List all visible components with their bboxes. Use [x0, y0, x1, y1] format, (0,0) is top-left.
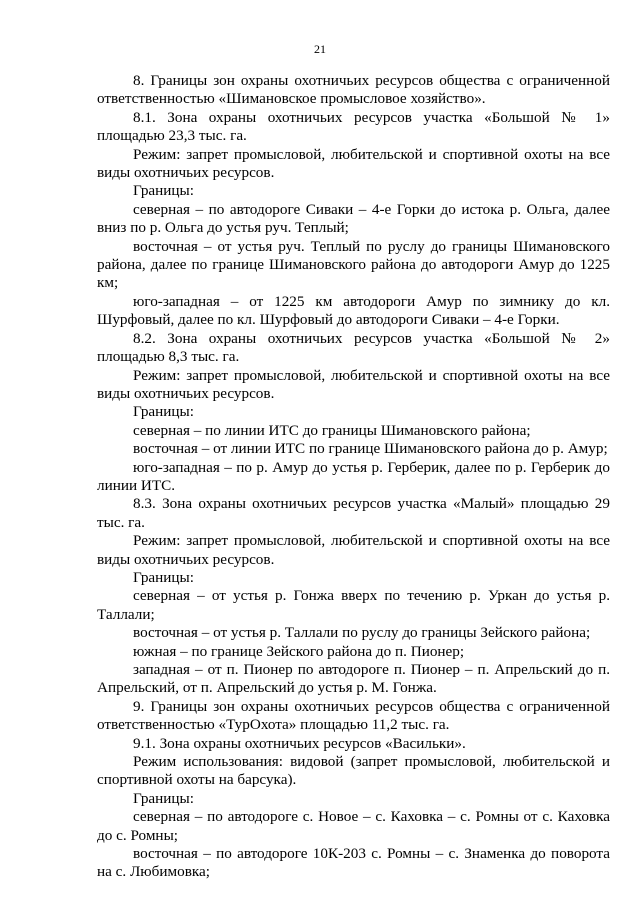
paragraph: Границы: — [133, 568, 194, 586]
paragraph: Границы: — [133, 789, 194, 807]
paragraph: северная – по автодороге Сиваки – 4-е Горки до истока р. Ольга, далее вниз по р. Ольга до устья руч. Теплый; — [97, 200, 610, 237]
paragraph: 9. Границы зон охраны охотничьих ресурсов общества с ограниченной ответственностью «ТурОхота» площадью 11,2 тыс. га. — [97, 697, 610, 734]
paragraph: восточная – от устья руч. Теплый по руслу до границы Шимановского района, далее по границе Шимановского района до автодороги Амур до 1225 км; — [97, 237, 610, 292]
paragraph: 8. Границы зон охраны охотничьих ресурсов общества с ограниченной ответственностью «Шимановское промысловое хозяйство». — [97, 72, 610, 108]
paragraph: восточная – от устья р. Таллали по руслу до границы Зейского района; — [133, 624, 591, 642]
paragraph: Режим: запрет промысловой, любительской и спортивной охоты на все виды охотничьих ресурсов. — [97, 532, 610, 568]
paragraph: 9.1. Зона охраны охотничьих ресурсов «Васильки». — [133, 734, 466, 752]
paragraph: 8.1. Зона охраны охотничьих ресурсов участка «Большой № 1» площадью 23,3 тыс. га. — [97, 108, 610, 145]
page-number: 21 — [314, 42, 326, 56]
document-body — [97, 72, 610, 882]
paragraph: северная – по автодороге с. Новое – с. Каховка – с. Ромны от с. Каховка до с. Ромны; — [97, 808, 610, 844]
paragraph: юго-западная – от 1225 км автодороги Амур по зимнику до кл. Шурфовый, далее по кл. Шурфовый до автодороги Сиваки – 4-е Горки. — [97, 292, 610, 329]
paragraph: восточная – от линии ИТС по границе Шимановского района до р. Амур; — [133, 440, 608, 458]
paragraph: Границы: — [133, 403, 194, 421]
paragraph: северная – от устья р. Гонжа вверх по течению р. Уркан до устья р. Таллали; — [97, 587, 610, 623]
paragraph: юго-западная – по р. Амур до устья р. Герберик, далее по р. Герберик до линии ИТС. — [97, 458, 610, 494]
paragraph: Режим: запрет промысловой, любительской и спортивной охоты на все виды охотничьих ресурсов. — [97, 366, 610, 402]
paragraph: южная – по границе Зейского района до п. Пионер; — [133, 642, 465, 660]
paragraph: Режим использования: видовой (запрет промысловой, любительской и спортивной охоты на барсука). — [97, 753, 610, 789]
paragraph: Границы: — [133, 182, 194, 200]
paragraph: северная – по линии ИТС до границы Шимановского района; — [133, 421, 531, 439]
paragraph: западная – от п. Пионер по автодороге п. Пионер – п. Апрельский до п. Апрельский, от п. Апрельский до устья р. М. Гонжа. — [97, 661, 610, 697]
paragraph: 8.3. Зона охраны охотничьих ресурсов участка «Малый» площадью 29 тыс. га. — [97, 495, 610, 531]
paragraph: восточная – по автодороге 10К-203 с. Ромны – с. Знаменка до поворота на с. Любимовка; — [97, 845, 610, 881]
paragraph: Режим: запрет промысловой, любительской и спортивной охоты на все виды охотничьих ресурсов. — [97, 145, 610, 182]
paragraph: 8.2. Зона охраны охотничьих ресурсов участка «Большой № 2» площадью 8,3 тыс. га. — [97, 329, 610, 366]
